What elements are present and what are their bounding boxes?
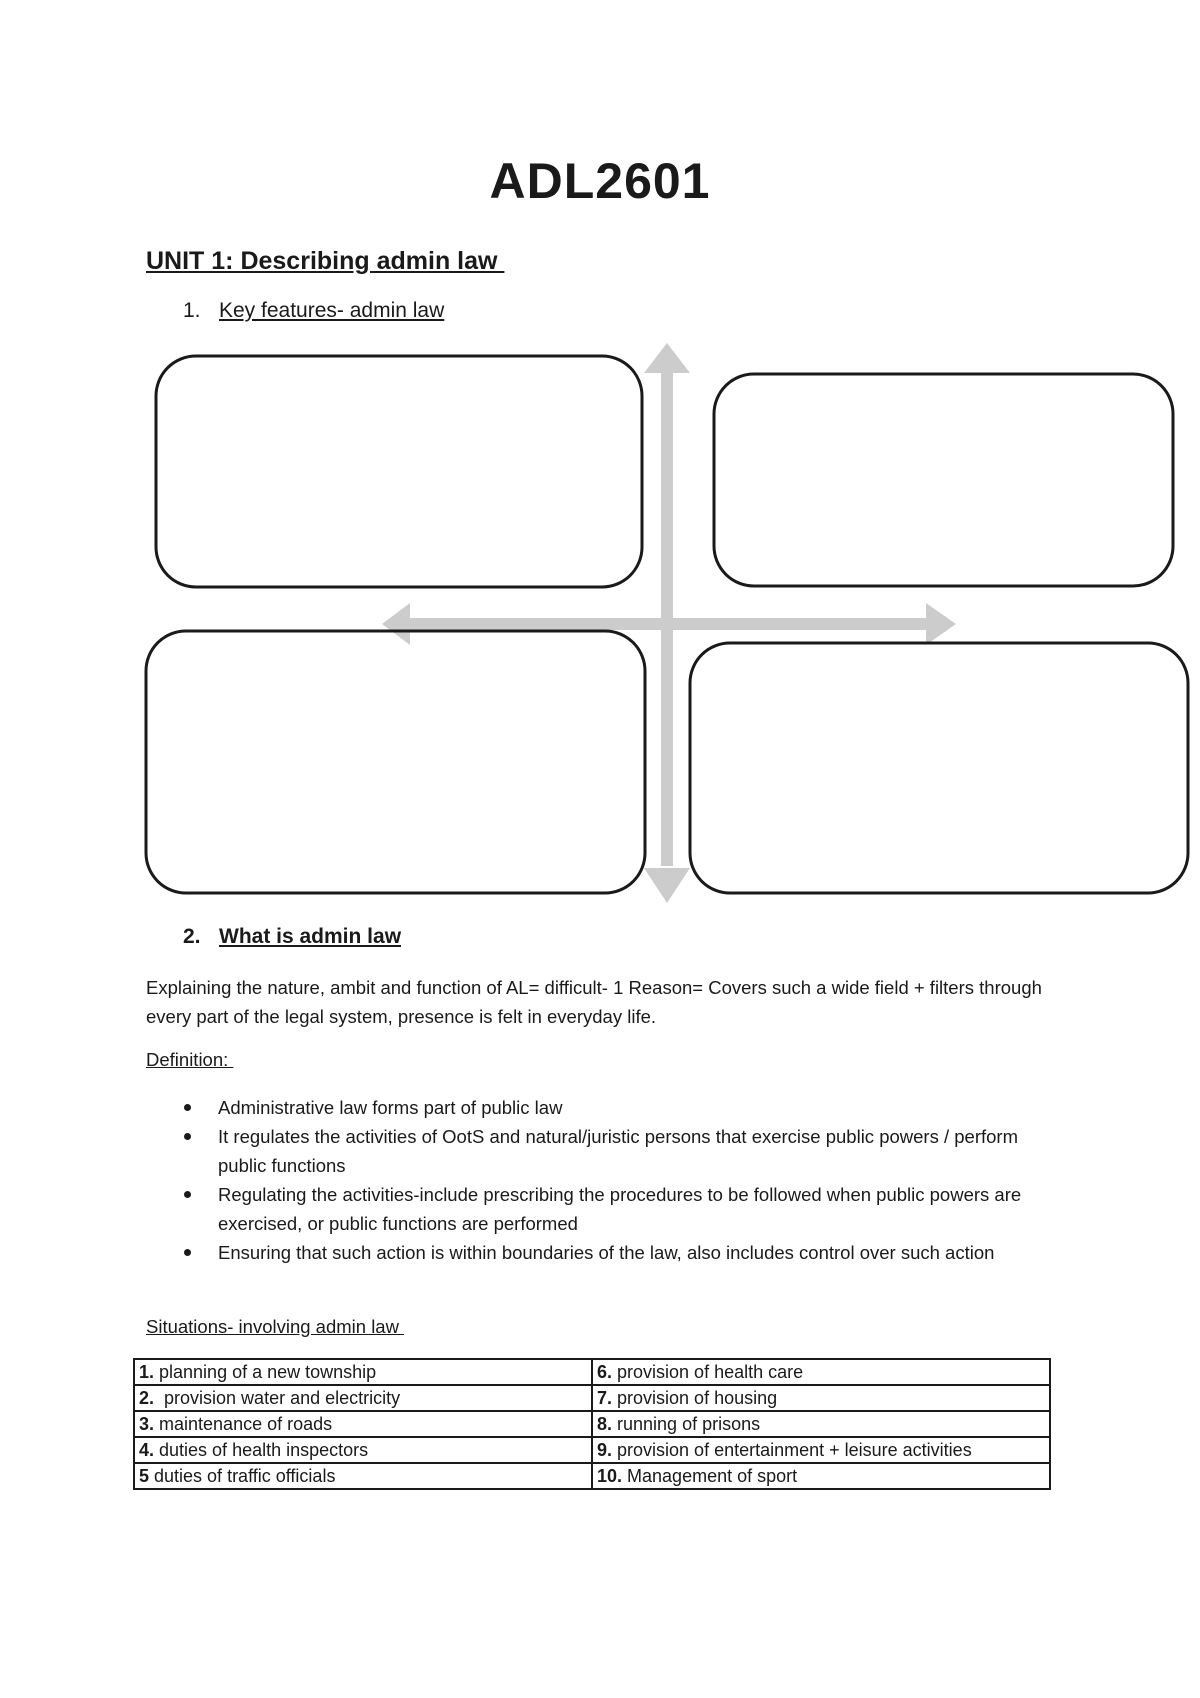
- section-number: 2.: [183, 925, 201, 948]
- list-item: [146, 1238, 1046, 1267]
- table-cell: [592, 1359, 1050, 1385]
- document-title: ADL2601: [489, 153, 711, 209]
- intro-paragraph: Explaining the nature, ambit and function of AL= difficult- 1 Reason= Covers such a wide field + filters through every part of the legal system, presence is felt in everyday life.: [146, 977, 1042, 1027]
- item-number: 5: [139, 1465, 150, 1486]
- horizontal-arrow-shaft: [405, 618, 929, 630]
- table-row: [134, 1411, 1050, 1437]
- table-cell: [134, 1437, 592, 1463]
- definition-label: Definition:: [146, 1049, 234, 1070]
- feature-box-bottom-right[interactable]: [690, 643, 1188, 893]
- table-row: [134, 1385, 1050, 1411]
- list-item: [146, 1093, 1046, 1122]
- section-number: 1.: [183, 299, 201, 322]
- item-text: provision water and electricity: [154, 1387, 401, 1408]
- bullet-icon: [184, 1133, 191, 1140]
- bullet-text: Administrative law forms part of public law: [218, 1097, 563, 1118]
- item-number: 8.: [597, 1413, 613, 1434]
- section-label: Key features- admin law: [219, 299, 445, 322]
- bullet-icon: [184, 1249, 191, 1256]
- item-text: planning of a new township: [154, 1361, 377, 1382]
- table-cell: [134, 1359, 592, 1385]
- list-item: [146, 1180, 1046, 1238]
- bullet-icon: [184, 1104, 191, 1111]
- item-number: 7.: [597, 1387, 613, 1408]
- situations-label: Situations- involving admin law: [146, 1316, 405, 1337]
- situations-table: [133, 1358, 1051, 1490]
- feature-box-top-left[interactable]: [156, 356, 642, 587]
- item-text: maintenance of roads: [154, 1413, 333, 1434]
- table-row: [134, 1437, 1050, 1463]
- left-arrowhead: [382, 603, 410, 645]
- item-text: duties of health inspectors: [154, 1439, 369, 1460]
- item-number: 1.: [139, 1361, 155, 1382]
- bullet-text: It regulates the activities of OotS and natural/juristic persons that exercise public powers / perform public functions: [218, 1126, 1018, 1176]
- table-row: [134, 1359, 1050, 1385]
- list-item: [146, 1122, 1046, 1180]
- table-cell: [592, 1385, 1050, 1411]
- table-cell: [592, 1463, 1050, 1489]
- item-number: 6.: [597, 1361, 613, 1382]
- item-text: duties of traffic officials: [149, 1465, 336, 1486]
- item-number: 9.: [597, 1439, 613, 1460]
- bullet-text: Ensuring that such action is within boundaries of the law, also includes control over such action: [218, 1242, 995, 1263]
- feature-box-bottom-left[interactable]: [146, 631, 645, 893]
- unit-heading: UNIT 1: Describing admin law: [146, 247, 505, 275]
- item-text: running of prisons: [612, 1413, 761, 1434]
- item-text: provision of housing: [612, 1387, 778, 1408]
- item-text: provision of entertainment + leisure activities: [612, 1439, 972, 1460]
- table-cell: [134, 1463, 592, 1489]
- item-number: 2.: [139, 1387, 155, 1408]
- table-cell: [592, 1411, 1050, 1437]
- item-text: provision of health care: [612, 1361, 804, 1382]
- cross-arrows: [382, 343, 956, 903]
- item-number: 3.: [139, 1413, 155, 1434]
- item-text: Management of sport: [622, 1465, 798, 1486]
- bullet-text: Regulating the activities-include prescribing the procedures to be followed when public powers are exercised, or public functions are performed: [218, 1184, 1022, 1234]
- feature-box-top-right[interactable]: [714, 374, 1173, 586]
- definition-list: [146, 1093, 1046, 1267]
- table-cell: [134, 1385, 592, 1411]
- section-label: What is admin law: [219, 925, 402, 948]
- item-number: 4.: [139, 1439, 155, 1460]
- right-arrowhead: [926, 603, 956, 645]
- bullet-icon: [184, 1191, 191, 1198]
- table-cell: [592, 1437, 1050, 1463]
- item-number: 10.: [597, 1465, 623, 1486]
- table-row: [134, 1463, 1050, 1489]
- up-arrowhead: [644, 343, 690, 373]
- down-arrowhead: [644, 868, 690, 903]
- vertical-arrow-shaft: [661, 368, 673, 866]
- table-cell: [134, 1411, 592, 1437]
